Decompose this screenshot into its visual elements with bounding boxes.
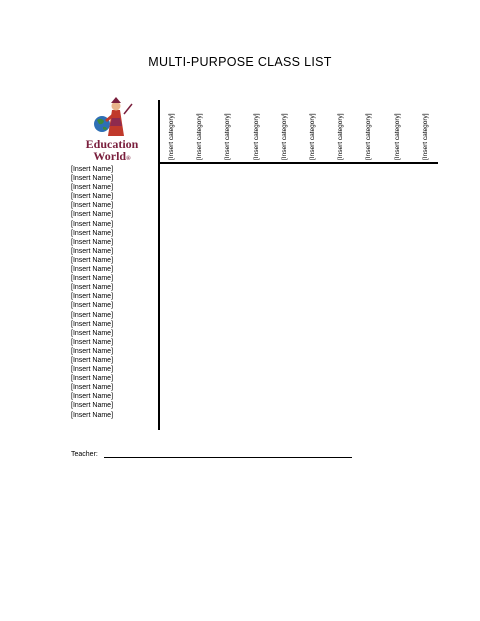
student-name: [Insert Name] <box>71 393 114 401</box>
category-header: [Insert category] <box>337 113 345 160</box>
student-name: [Insert Name] <box>71 275 114 283</box>
student-name: [Insert Name] <box>71 311 114 319</box>
student-name: [Insert Name] <box>71 184 114 192</box>
student-name: [Insert Name] <box>71 238 114 246</box>
category-header: [Insert category] <box>421 113 429 160</box>
student-name: [Insert Name] <box>71 366 114 374</box>
student-name: [Insert Name] <box>71 220 114 228</box>
student-name: [Insert Name] <box>71 211 114 219</box>
student-name: [Insert Name] <box>71 338 114 346</box>
student-name: [Insert Name] <box>71 256 114 264</box>
category-header: [Insert category] <box>196 113 204 160</box>
category-header: [Insert category] <box>252 113 260 160</box>
header-divider <box>158 162 438 164</box>
education-world-logo <box>72 96 152 164</box>
student-name: [Insert Name] <box>71 193 114 201</box>
student-name: [Insert Name] <box>71 356 114 364</box>
student-name: [Insert Name] <box>71 375 114 383</box>
page-title: MULTI-PURPOSE CLASS LIST <box>148 55 332 69</box>
category-header: [Insert category] <box>309 113 316 160</box>
student-name: [Insert Name] <box>71 229 114 237</box>
student-name: [Insert Name] <box>71 320 114 328</box>
category-header: [Insert category] <box>168 113 175 160</box>
category-header: [Insert category] <box>224 113 232 160</box>
student-name: [Insert Name] <box>71 284 114 292</box>
student-name: [Insert Name] <box>71 166 114 173</box>
student-name: [Insert Name] <box>71 402 114 410</box>
student-name: [Insert Name] <box>71 329 114 337</box>
mascot-icon <box>72 96 152 140</box>
logo-text-education: Education <box>85 137 139 151</box>
student-name: [Insert Name] <box>71 266 114 274</box>
student-name: [Insert Name] <box>71 175 114 183</box>
student-name: [Insert Name] <box>71 247 114 255</box>
student-name: [Insert Name] <box>71 347 114 355</box>
vertical-divider <box>158 100 160 430</box>
student-name: [Insert Name] <box>71 302 114 310</box>
category-header: [Insert category] <box>280 113 288 160</box>
category-header: [Insert category] <box>393 113 401 160</box>
category-header: [Insert category] <box>365 113 373 160</box>
logo-text-world: World® <box>93 149 131 163</box>
student-name: [Insert Name] <box>71 293 114 301</box>
student-name: [Insert Name] <box>71 202 114 210</box>
name-list <box>71 165 113 420</box>
student-name: [Insert Name] <box>71 411 114 419</box>
teacher-signature-line <box>104 457 352 458</box>
student-name: [Insert Name] <box>71 384 114 392</box>
teacher-label: Teacher: <box>71 451 98 458</box>
